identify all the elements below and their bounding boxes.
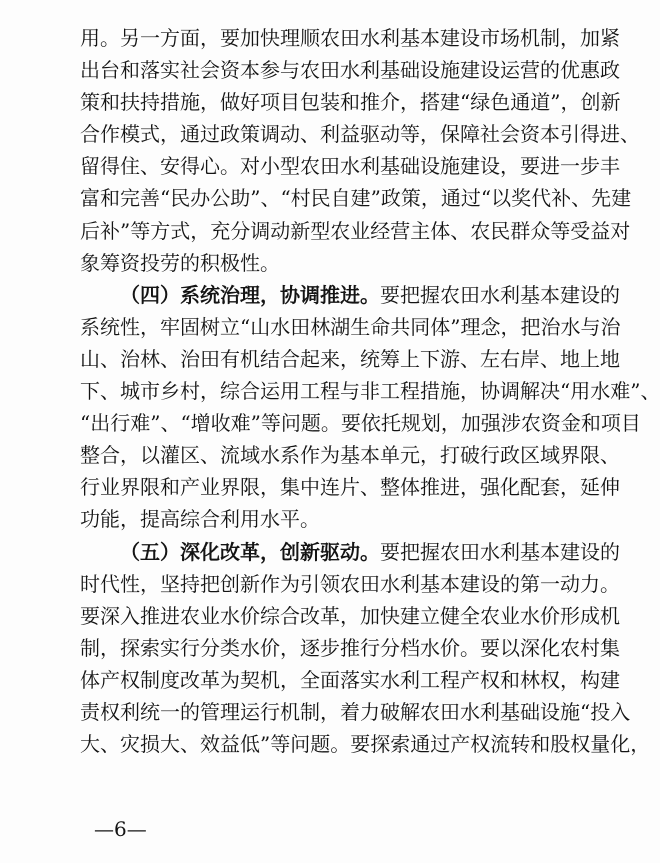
section-heading-line — [80, 279, 620, 311]
text-line: 制，探索实行分类水价，逐步推行分档水价。要以深化农村集 — [80, 635, 620, 660]
text-line: 后补”等方式，充分调动新型农业经营主体、农民群众等受益对 — [80, 218, 631, 243]
text-line: 责权利统一的管理运行机制，着力破解农田水利基础设施“投入 — [80, 699, 631, 724]
page-number: —6— — [94, 817, 147, 841]
text-line: 时代性，坚持把创新作为引领农田水利基本建设的第一动力。 — [80, 571, 620, 596]
text-line: 要深入推进农业水价综合改革，加快建立健全农业水价形成机 — [80, 603, 620, 628]
text-line: 留得住、安得心。对小型农田水利基础设施建设，要进一步丰 — [80, 154, 620, 179]
text-line: 大、灾损大、效益低”等问题。要探索通过产权流转和股权量化， — [80, 732, 651, 757]
text-line: 山、治林、治田有机结合起来，统筹上下游、左右岸、地上地 — [80, 346, 620, 371]
text-line: 整合，以灌区、流域水系作为基本单元，打破行政区域界限、 — [80, 443, 620, 468]
text-line: 行业界限和产业界限，集中连片、整体推进，强化配套，延伸 — [80, 475, 620, 500]
text-line: 出台和落实社会资本参与农田水利基础设施建设运营的优惠政 — [80, 58, 620, 83]
text-line: 下、城市乡村，综合运用工程与非工程措施，协调解决“用水难”、 — [80, 379, 660, 404]
document-body — [80, 22, 660, 760]
section-text: 要把握农田水利基本建设的 — [380, 539, 620, 564]
text-line: 系统性，牢固树立“山水田林湖生命共同体”理念，把治水与治 — [80, 314, 621, 339]
text-line: 策和扶持措施，做好项目包装和推介，搭建“绿色通道”，创新 — [80, 90, 621, 115]
section-text: 要把握农田水利基本建设的 — [380, 282, 620, 307]
text-line: 象筹资投劳的积极性。 — [80, 250, 280, 275]
text-line: 用。另一方面，要加快理顺农田水利基本建设市场机制，加紧 — [80, 26, 620, 50]
text-line: 富和完善“民办公助”、“村民自建”政策，通过“以奖代补、先建 — [80, 186, 632, 211]
section-heading: （五）深化改革，创新驱动。 — [120, 539, 380, 564]
text-line: “出行难”、“增收难”等问题。要依托规划，加强涉农资金和项目 — [80, 411, 641, 436]
section-heading-line — [80, 536, 620, 568]
text-line: 功能，提高综合利用水平。 — [80, 507, 320, 532]
text-line: 合作模式，通过政策调动、利益驱动等，保障社会资本引得进、 — [80, 122, 640, 147]
section-heading: （四）系统治理，协调推进。 — [120, 282, 380, 307]
text-line: 体产权制度改革为契机，全面落实水利工程产权和林权，构建 — [80, 667, 620, 692]
